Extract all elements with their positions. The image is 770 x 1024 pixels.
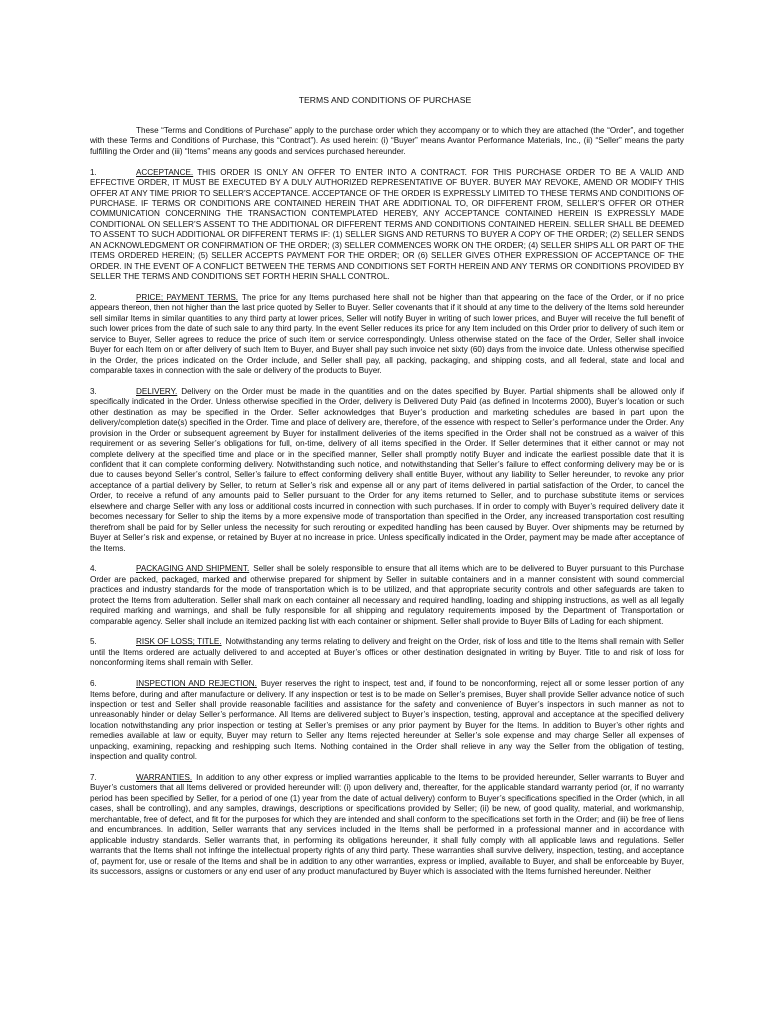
- section-body: Buyer reserves the right to inspect, test and, if found to be nonconforming, reject all or some lesser portion of any Items before, during and after manufacture or delivery. If any inspection or test is to be made on Seller’s premises, Buyer shall provide Seller advance notice of such inspection or test and Seller shall provide reasonable facilities and assistance for the safety and convenience of Buyer’s inspectors in such manner as not to unreasonably hinder or delay Seller’s performance. All Items are delivered subject to Buyer’s inspection, testing, approval and acceptance at the specified delivery location notwithstanding any prior inspection or testing at Seller’s premises or any prior payment by Buyer for the Items. In addition to Buyer’s other rights and remedies available at law or equity, Buyer may return to Seller any Items rejected hereunder at Seller’s sole expense and may charge Seller all expenses of unpacking, examining, repacking and reshipping such Items. Nothing contained in the Order shall relieve in any way the Seller from the obligation of testing, inspection and quality control.: [90, 679, 684, 762]
- document-title: TERMS AND CONDITIONS OF PURCHASE: [298, 95, 472, 105]
- section-body: Notwithstanding any terms relating to delivery and freight on the Order, risk of loss and title to the Items shall remain with Seller until the Items ordered are actually delivered to and accepted at Buyer’s offices or other destination designated in writing by Buyer. Title to and risk of loss for nonconforming items shall remain with Seller.: [90, 637, 684, 668]
- section-number: 1.: [90, 167, 97, 177]
- section-title: PACKAGING AND SHIPMENT.: [136, 564, 250, 574]
- section-inspection-rejection: [90, 679, 684, 763]
- section-title: WARRANTIES.: [136, 773, 193, 782]
- section-number: 7.: [90, 773, 97, 782]
- section-title: RISK OF LOSS; TITLE.: [136, 637, 222, 647]
- section-warranties: [90, 773, 684, 878]
- section-number: 6.: [90, 679, 97, 689]
- section-packaging-shipment: [90, 564, 684, 627]
- section-body: In addition to any other express or implied warranties applicable to the Items to be provided hereunder, Seller warrants to Buyer and Buyer’s customers that all Items delivered or provided hereunder will: (i) upon delivery and, thereafter, for the applicable standard warranty period (or, if no warranty period has been specified by Seller, for a period of one (1) year from the date of actual delivery) conform to Buyer’s specifications specified in the Order (which, in all cases, shall be controlling), and any samples, drawings, descriptions or specifications provided by Seller; (ii) be new, of good quality, material, and workmanship, merchantable, free of defect, and fit for the purposes for which they are intended and shall conform to the specifications set forth in the Order; and (iii) be free of liens and encumbrances. In addition, Seller warrants that any services included in the Items shall be performed in a professional manner and in accordance with applicable industry standards. Seller warrants that, in performing its obligations hereunder, it shall fully comply with all applicable laws and regulations. Seller warrants that the Items shall not infringe the intellectual property rights of any third party. These warranties shall survive delivery, inspection, testing, and acceptance of, payment for, use or resale of the Items and shall be in addition to any other warranties, express or implied, available to Buyer, and shall be enforceable by Buyer, its successors, assigns or customers or any end user of any product manufactured by Buyer which is associated with the Items furnished hereunder. Neither: [90, 773, 684, 877]
- intro-paragraph: These “Terms and Conditions of Purchase” apply to the purchase order which they accompany or to which they are attached (the “Order”, and together with these Terms and Conditions of Purchase, this “Contract”). As used herein: (i) “Buyer” means Avantor Performance Materials, Inc., (ii) “Seller” means the party fulfilling the Order and (iii) “Items” means any goods and services purchased hereunder.: [90, 126, 684, 156]
- section-acceptance: [90, 168, 684, 283]
- section-body: Delivery on the Order must be made in the quantities and on the dates specified by Buyer. Partial shipments shall be allowed only if specifically indicated in the Order. Unless otherwise specified in the Order, delivery is Delivered Duty Paid (as defined in Incoterms 2000), Buyer’s location or such other destination as may be specified in the Order. Seller acknowledges that Buyer’s production and marketing schedules are based in part upon the delivery/completion date(s) specified in the Order. Time and place of delivery are, therefore, of the essence with respect to Seller’s performance under the Order. Any provision in the Order or subsequent agreement by Buyer for installment deliveries of the items specified in the Order shall not be construed as a waiver of this requirement or as severing Seller’s obligations for full, on-time, delivery of all items specified in the Order. If Seller determines that it either cannot or may not complete delivery at the specified time and place or in the specified manner, Seller shall promptly notify Buyer and indicate the earliest possible date that it is confident that it can complete conforming delivery. Notwithstanding such notice, and notwithstanding that Seller’s failure to effect conforming delivery may be or is due to causes beyond Seller’s control, Seller’s failure to effect conforming delivery shall entitle Buyer, without any liability to Seller hereunder, to revoke any prior acceptance of a partial delivery by Seller, to return at Seller’s risk and expense all or any part of items delivered in partial satisfaction of the Order, to cancel the Order, to receive a refund of any amounts paid to Seller pursuant to the Order for any items returned to Seller, and to purchase substitute items or services elsewhere and charge Seller with any loss or additional costs incurred in connection with such purchases. If in order to comply with Buyer’s required delivery date it becomes necessary for Seller to ship the items by a more expensive mode of transportation than specified in the Order, any increased transportation cost resulting therefrom shall be paid for by Seller unless the necessity for such rerouting or expedited handling has been caused by Buyer. Over shipments may be returned by Buyer at Seller’s risk and expense, or retained by Buyer at no increase in price. Unless specifically indicated in the Order, payment may be made after acceptance of the Items.: [90, 386, 684, 553]
- section-price-payment-terms: [90, 293, 684, 377]
- section-number: 5.: [90, 637, 97, 647]
- section-number: 2.: [90, 292, 97, 302]
- section-risk-of-loss-title: [90, 637, 684, 668]
- section-title: DELIVERY.: [136, 386, 178, 396]
- section-body: Seller shall be solely responsible to ensure that all items which are to be delivered to Buyer pursuant to this Purchase Order are packed, packaged, marked and otherwise prepared for shipment by Seller in suitable containers and in a manner consistent with sound commercial practices and industry standards for the mode of transportation which is to be utilized, and that appropriate security controls and other safeguards are taken to protect the Items from adulteration. Seller shall mark on each container all necessary and required handling, loading and shipping instructions, as well as all legally required marking and warnings, and shall be fully responsible for all shipping and regulatory requirements imposed by the Department of Transportation or comparable agency. Seller shall include an itemized packing list with each container or shipment. Seller shall provide to Buyer Bills of Lading for each shipment.: [90, 564, 685, 626]
- section-body: THIS ORDER IS ONLY AN OFFER TO ENTER INTO A CONTRACT. FOR THIS PURCHASE ORDER TO BE A VALID AND EFFECTIVE ORDER, IT MUST BE EXECUTED BY A DULY AUTHORIZED REPRESENTATIVE OF BUYER. BUYER MAY REVOKE, AMEND OR MODIFY THIS OFFER AT ANY TIME PRIOR TO SELLER’S ACCEPTANCE. ACCEPTANCE OF THE ORDER IS EXPRESSLY LIMITED TO THESE TERMS AND CONDITIONS OF PURCHASE. IF TERMS OR CONDITIONS ARE CONTAINED HEREIN THAT ARE ADDITIONAL TO, OR DIFFERENT FROM, SELLER’S OFFER OR OTHER COMMUNICATION CONCERNING THE TRANSACTION CONTEMPLATED HEREBY, ANY ACCEPTANCE CONTAINED HEREIN IS EXPRESSLY MADE CONDITIONAL ON SELLER’S ASSENT TO THE ADDITIONAL OR DIFFERENT TERMS AND CONDITIONS CONTAINED HEREIN. SELLER SHALL BE DEEMED TO ASSENT TO SUCH ADDITIONAL OR DIFFERENT TERMS IF: (1) SELLER SIGNS AND RETURNS TO BUYER A COPY OF THE ORDER; (2) SELLER SENDS AN ACKNOWLEDGMENT OR CONFIRMATION OF THE ORDER; (3) SELLER COMMENCES WORK ON THE ORDER; (4) SELLER SHIPS ALL OR PART OF THE ITEMS ORDERED HEREIN; (5) SELLER ACCEPTS PAYMENT FOR THE ORDER; OR (6) SELLER GIVES OTHER EXPRESSION OF ACCEPTANCE OF THE ORDER. IN THE EVENT OF A CONFLICT BETWEEN THE TERMS AND CONDITIONS SET FORTH HEREIN AND ANY TERMS OR CONDITIONS PROVIDED BY SELLER THE TERMS AND CONDITIONS SET FORTH HERIN SHALL CONTROL.: [90, 167, 684, 282]
- section-body: The price for any Items purchased here shall not be higher than that appearing on the face of the Order, or if no price appears thereon, then not higher than the last price quoted by Seller to Buyer. Seller covenants that if it should at any time to the delivery of the Items sold hereunder sell similar Items in similar quantities to any third party at lower prices, Seller will notify Buyer in writing of such lower prices, and Buyer will receive the full benefit of such lower prices from the date of such sale to any third party. In the event Seller reduces its price for any Item included on this Order prior to delivery of such item or service to Buyer, Seller agrees to reduce the price of such item or service correspondingly. Unless otherwise stated on the face of the Order, Seller shall invoice Buyer for each Item on or after delivery of such Item to Buyer, and Buyer shall pay such invoice net sixty (60) days from the invoice date. Unless otherwise specified in the Order, the prices indicated on the Order include, and Seller shall pay, all packing, packaging, and shipping costs, and all federal, state and local and comparable taxes in connection with the sale or delivery of the products to Buyer.: [90, 292, 685, 376]
- section-number: 4.: [90, 564, 97, 574]
- section-number: 3.: [90, 386, 97, 396]
- section-title: ACCEPTANCE.: [136, 167, 194, 177]
- document-body: [90, 126, 684, 888]
- section-title: INSPECTION AND REJECTION.: [136, 679, 257, 689]
- section-title: PRICE; PAYMENT TERMS.: [136, 292, 239, 302]
- section-delivery: [90, 387, 684, 554]
